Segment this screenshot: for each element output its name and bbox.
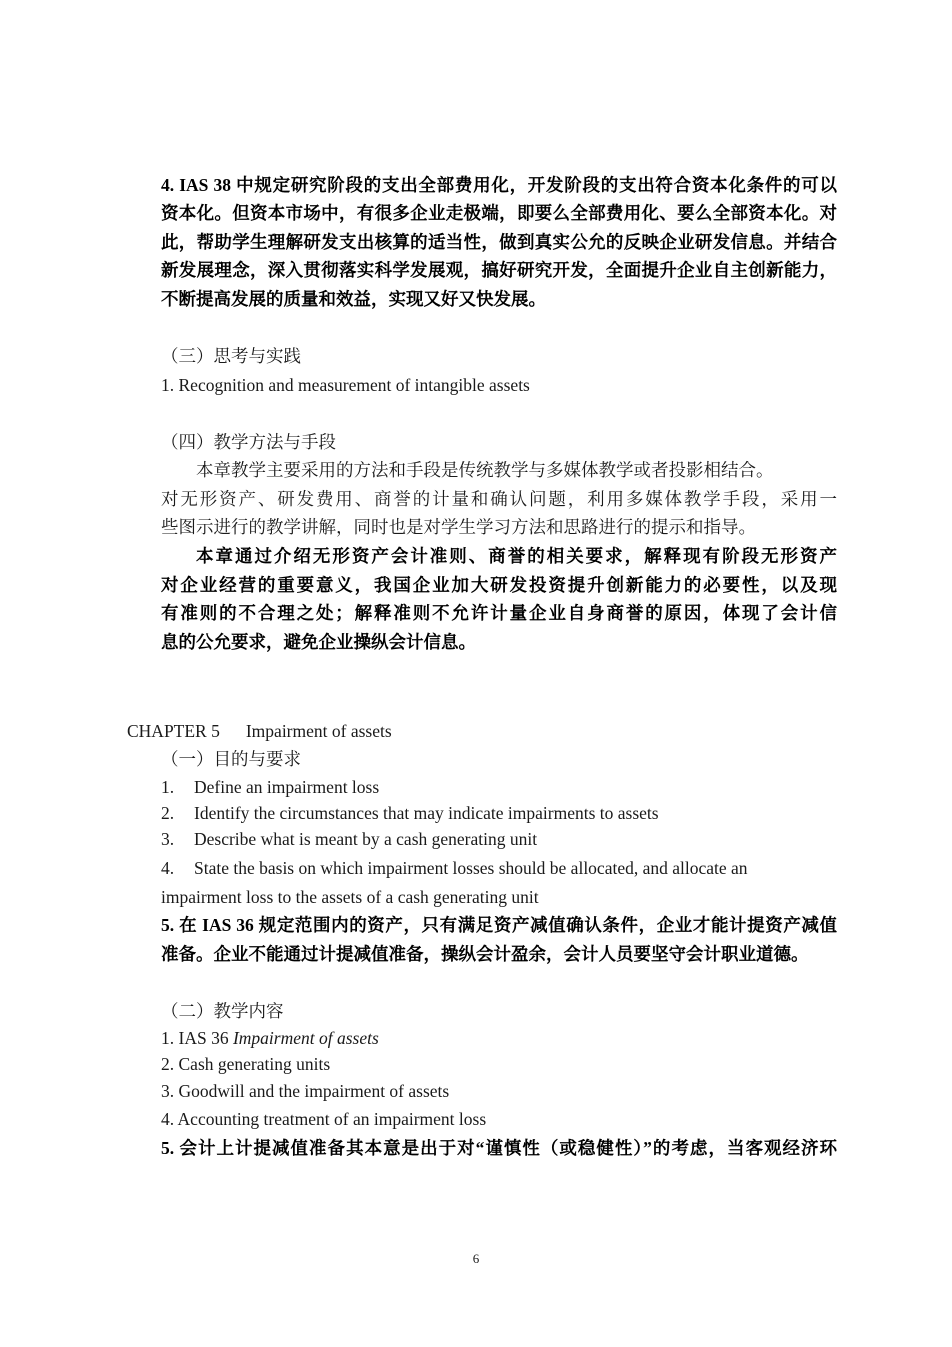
objectives-heading: （一）目的与要求 (161, 749, 301, 769)
objective-item-4: 4. State the basis on which impairment losses should be allocated, and allocate an (161, 858, 748, 878)
teaching-methods-para2-line-4: 息的公允要求，避免企业操纵会计信息。 (161, 632, 476, 652)
objective-item-5-line-1: 5. 在 IAS 36 规定范围内的资产，只有满足资产减值确认条件，企业才能计提资产减值 (161, 915, 837, 935)
content-item-3: 3. Goodwill and the impairment of assets (161, 1081, 450, 1101)
chapter-label: CHAPTER 5 (127, 721, 220, 741)
teaching-methods-para1-line-2: 对无形资产、研发费用、商誉的计量和确认问题，利用多媒体教学手段，采用一 (161, 489, 837, 509)
ias38-point4-line-1: 4. IAS 38 中规定研究阶段的支出全部费用化，开发阶段的支出符合资本化条件的可以 (161, 175, 837, 195)
objective-item-3: 3. Describe what is meant by a cash generating unit (161, 829, 538, 849)
teaching-methods-para1-line-3: 些图示进行的教学讲解，同时也是对学生学习方法和思路进行的提示和指导。 (161, 517, 756, 537)
objective-item-5-line-2: 准备。企业不能通过计提减值准备，操纵会计盈余，会计人员要坚守会计职业道德。 (161, 944, 809, 964)
teaching-methods-para2-line-2: 对企业经营的重要意义，我国企业加大研发投资提升创新能力的必要性，以及现 (161, 575, 837, 595)
content-heading: （二）教学内容 (161, 1001, 284, 1021)
objective-item-4-continued: impairment loss to the assets of a cash generating unit (161, 887, 539, 907)
content-item-5: 5. 会计上计提减值准备其本意是出于对“谨慎性（或稳健性）”的考虑，当客观经济环 (161, 1138, 837, 1158)
teaching-methods-heading: （四）教学方法与手段 (161, 432, 336, 452)
page-number: 6 (472, 1251, 480, 1266)
objective-item-2: 2. Identify the circumstances that may indicate impairments to assets (161, 803, 659, 823)
teaching-methods-para2-line-1: 本章通过介绍无形资产会计准则、商誉的相关要求，解释现有阶段无形资产 (196, 546, 837, 566)
content-item-4: 4. Accounting treatment of an impairment loss (161, 1109, 487, 1129)
thinking-practice-heading: （三）思考与实践 (161, 346, 301, 366)
teaching-methods-para2-line-3: 有准则的不合理之处；解释准则不允许计量企业自身商誉的原因，体现了会计信 (161, 603, 837, 623)
chapter-title: Impairment of assets (245, 721, 392, 741)
objective-item-1: 1. Define an impairment loss (161, 777, 380, 797)
content-item-2: 2. Cash generating units (161, 1054, 331, 1074)
content-item-1: 1. IAS 36 Impairment of assets (161, 1028, 379, 1048)
ias38-point4-line-5: 不断提高发展的质量和效益，实现又好又快发展。 (161, 289, 546, 309)
chapter-5-heading (127, 718, 392, 745)
thinking-practice-item-1: 1. Recognition and measurement of intangible assets (161, 375, 530, 395)
ias38-point4-line-2: 资本化。但资本市场中，有很多企业走极端，即要么全部费用化、要么全部资本化。对 (161, 203, 837, 223)
teaching-methods-para1-line-1: 本章教学主要采用的方法和手段是传统教学与多媒体教学或者投影相结合。 (196, 460, 774, 480)
ias38-point4-line-4: 新发展理念，深入贯彻落实科学发展观，搞好研究开发，全面提升企业自主创新能力， (161, 260, 837, 280)
ias38-point4-line-3: 此，帮助学生理解研发支出核算的适当性，做到真实公允的反映企业研发信息。并结合 (161, 232, 837, 252)
content-item-1-italic: Impairment of assets (232, 1028, 379, 1048)
